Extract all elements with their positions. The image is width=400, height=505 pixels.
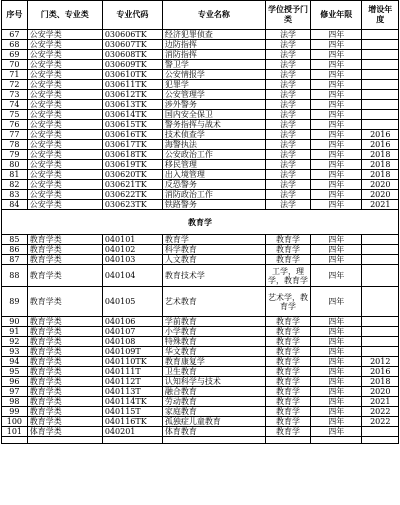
degree-cell: 法学 <box>265 120 310 130</box>
code-cell: 030617TK <box>102 140 162 150</box>
category-cell: 公安学类 <box>27 200 102 210</box>
duration-cell: 四年 <box>310 190 362 200</box>
category-cell: 教育学类 <box>27 387 102 397</box>
major-name-cell: 消防政治工作 <box>162 190 265 200</box>
year-added-cell: 2018 <box>362 150 399 160</box>
year-added-cell: 2018 <box>362 170 399 180</box>
year-added-cell: 2018 <box>362 377 399 387</box>
seq-cell: 101 <box>2 427 28 437</box>
major-name-cell: 海警执法 <box>162 140 265 150</box>
category-cell: 教育学类 <box>27 377 102 387</box>
category-cell: 教育学类 <box>27 337 102 347</box>
duration-cell: 四年 <box>310 160 362 170</box>
duration-cell: 四年 <box>310 265 362 287</box>
year-added-cell <box>362 70 399 80</box>
duration-cell: 四年 <box>310 140 362 150</box>
seq-cell: 90 <box>2 317 28 327</box>
category-cell: 教育学类 <box>27 245 102 255</box>
year-added-cell <box>362 337 399 347</box>
header-major-name: 专业名称 <box>162 1 265 30</box>
duration-cell: 四年 <box>310 357 362 367</box>
duration-cell: 四年 <box>310 417 362 427</box>
code-cell: 030613TK <box>102 100 162 110</box>
duration-cell: 四年 <box>310 70 362 80</box>
degree-cell: 法学 <box>265 90 310 100</box>
table-row <box>2 190 399 200</box>
seq-cell: 99 <box>2 407 28 417</box>
code-cell: 040112T <box>102 377 162 387</box>
degree-cell: 法学 <box>265 80 310 90</box>
category-cell: 教育学类 <box>27 407 102 417</box>
major-name-cell: 融合教育 <box>162 387 265 397</box>
section-title-row <box>2 210 399 235</box>
table-row <box>2 337 399 347</box>
degree-cell: 教育学 <box>265 235 310 245</box>
table-row <box>2 60 399 70</box>
major-name-cell: 华文教育 <box>162 347 265 357</box>
seq-cell: 96 <box>2 377 28 387</box>
major-name-cell: 国内安全保卫 <box>162 110 265 120</box>
table-row <box>2 407 399 417</box>
degree-cell: 教育学 <box>265 337 310 347</box>
duration-cell: 四年 <box>310 60 362 70</box>
degree-cell: 法学 <box>265 170 310 180</box>
category-cell: 公安学类 <box>27 190 102 200</box>
degree-cell: 工学，理学，教育学 <box>265 265 310 287</box>
seq-cell: 76 <box>2 120 28 130</box>
table-row <box>2 30 399 40</box>
major-name-cell: 艺术教育 <box>162 287 265 317</box>
table-row <box>2 70 399 80</box>
degree-cell: 教育学 <box>265 347 310 357</box>
table-row <box>2 347 399 357</box>
duration-cell: 四年 <box>310 347 362 357</box>
seq-cell: 88 <box>2 265 28 287</box>
major-name-cell: 卫生教育 <box>162 367 265 377</box>
major-name-cell: 警卫学 <box>162 60 265 70</box>
table-row <box>2 367 399 377</box>
category-cell: 公安学类 <box>27 70 102 80</box>
seq-cell: 81 <box>2 170 28 180</box>
degree-cell: 教育学 <box>265 387 310 397</box>
year-added-cell <box>362 110 399 120</box>
seq-cell: 73 <box>2 90 28 100</box>
seq-cell: 100 <box>2 417 28 427</box>
seq-cell: 67 <box>2 30 28 40</box>
category-cell: 教育学类 <box>27 347 102 357</box>
duration-cell: 四年 <box>310 180 362 190</box>
degree-cell: 教育学 <box>265 255 310 265</box>
section-education <box>2 210 399 235</box>
category-cell: 公安学类 <box>27 120 102 130</box>
duration-cell: 四年 <box>310 130 362 140</box>
major-name-cell: 特殊教育 <box>162 337 265 347</box>
code-cell: 030620TK <box>102 170 162 180</box>
code-cell: 030608TK <box>102 50 162 60</box>
code-cell: 030610TK <box>102 70 162 80</box>
table-row <box>2 317 399 327</box>
major-name-cell: 教育技术学 <box>162 265 265 287</box>
table-row <box>2 427 399 437</box>
year-added-cell <box>362 50 399 60</box>
code-cell: 040113T <box>102 387 162 397</box>
major-name-cell: 教育学 <box>162 235 265 245</box>
major-name-cell: 消防指挥 <box>162 50 265 60</box>
year-added-cell: 2020 <box>362 190 399 200</box>
year-added-cell <box>362 427 399 437</box>
year-added-cell: 2016 <box>362 367 399 377</box>
year-added-cell <box>362 80 399 90</box>
year-added-cell: 2021 <box>362 200 399 210</box>
year-added-cell: 2018 <box>362 160 399 170</box>
education-rows <box>2 235 399 437</box>
duration-cell: 四年 <box>310 120 362 130</box>
degree-cell: 法学 <box>265 130 310 140</box>
table-row <box>2 397 399 407</box>
code-cell: 030621TK <box>102 180 162 190</box>
year-added-cell: 2022 <box>362 407 399 417</box>
table-row <box>2 90 399 100</box>
seq-cell: 89 <box>2 287 28 317</box>
seq-cell: 83 <box>2 190 28 200</box>
code-cell: 040115T <box>102 407 162 417</box>
major-name-cell: 技术侦查学 <box>162 130 265 140</box>
category-cell: 教育学类 <box>27 265 102 287</box>
duration-cell: 四年 <box>310 337 362 347</box>
category-cell: 教育学类 <box>27 367 102 377</box>
category-cell: 教育学类 <box>27 287 102 317</box>
year-added-cell: 2021 <box>362 397 399 407</box>
table-row <box>2 170 399 180</box>
duration-cell: 四年 <box>310 235 362 245</box>
seq-cell: 94 <box>2 357 28 367</box>
code-cell: 040103 <box>102 255 162 265</box>
category-cell: 教育学类 <box>27 235 102 245</box>
major-name-cell: 犯罪学 <box>162 80 265 90</box>
category-cell: 公安学类 <box>27 60 102 70</box>
year-added-cell <box>362 265 399 287</box>
duration-cell: 四年 <box>310 100 362 110</box>
major-name-cell: 边防指挥 <box>162 40 265 50</box>
code-cell: 030612TK <box>102 90 162 100</box>
table-row <box>2 100 399 110</box>
major-name-cell: 公安管理学 <box>162 90 265 100</box>
seq-cell: 93 <box>2 347 28 357</box>
degree-cell: 法学 <box>265 180 310 190</box>
duration-cell: 四年 <box>310 397 362 407</box>
code-cell: 040116TK <box>102 417 162 427</box>
code-cell: 040101 <box>102 235 162 245</box>
degree-cell: 教育学 <box>265 407 310 417</box>
code-cell: 040102 <box>102 245 162 255</box>
seq-cell: 84 <box>2 200 28 210</box>
table-row <box>2 80 399 90</box>
cut-off-row <box>2 437 399 444</box>
code-cell: 030618TK <box>102 150 162 160</box>
degree-cell: 艺术学，教育学 <box>265 287 310 317</box>
seq-cell: 75 <box>2 110 28 120</box>
major-name-cell: 铁路警务 <box>162 200 265 210</box>
code-cell: 030606TK <box>102 30 162 40</box>
table-row <box>2 377 399 387</box>
degree-cell: 教育学 <box>265 317 310 327</box>
code-cell: 030622TK <box>102 190 162 200</box>
degree-cell: 教育学 <box>265 357 310 367</box>
seq-cell: 69 <box>2 50 28 60</box>
degree-cell: 法学 <box>265 160 310 170</box>
table-row <box>2 110 399 120</box>
seq-cell: 68 <box>2 40 28 50</box>
seq-cell: 82 <box>2 180 28 190</box>
table-row <box>2 255 399 265</box>
degree-cell: 法学 <box>265 50 310 60</box>
category-cell: 公安学类 <box>27 30 102 40</box>
duration-cell: 四年 <box>310 317 362 327</box>
duration-cell: 四年 <box>310 200 362 210</box>
major-name-cell: 经济犯罪侦查 <box>162 30 265 40</box>
major-name-cell: 人文教育 <box>162 255 265 265</box>
year-added-cell <box>362 327 399 337</box>
category-cell: 教育学类 <box>27 397 102 407</box>
seq-cell: 92 <box>2 337 28 347</box>
category-cell: 教育学类 <box>27 357 102 367</box>
header-duration: 修业年限 <box>310 1 362 30</box>
seq-cell: 80 <box>2 160 28 170</box>
year-added-cell <box>362 317 399 327</box>
major-catalog-table <box>1 0 399 444</box>
major-name-cell: 涉外警务 <box>162 100 265 110</box>
degree-cell: 法学 <box>265 40 310 50</box>
code-cell: 030614TK <box>102 110 162 120</box>
category-cell: 教育学类 <box>27 255 102 265</box>
major-name-cell: 出入境管理 <box>162 170 265 180</box>
code-cell: 030611TK <box>102 80 162 90</box>
category-cell: 公安学类 <box>27 130 102 140</box>
category-cell: 公安学类 <box>27 110 102 120</box>
duration-cell: 四年 <box>310 30 362 40</box>
category-cell: 公安学类 <box>27 90 102 100</box>
code-cell: 040201 <box>102 427 162 437</box>
code-cell: 030619TK <box>102 160 162 170</box>
security-rows <box>2 30 399 210</box>
duration-cell: 四年 <box>310 90 362 100</box>
degree-cell: 教育学 <box>265 367 310 377</box>
header-category: 门类、专业类 <box>27 1 102 30</box>
seq-cell: 98 <box>2 397 28 407</box>
year-added-cell: 2020 <box>362 180 399 190</box>
section-title: 教育学 <box>2 210 399 235</box>
duration-cell: 四年 <box>310 377 362 387</box>
duration-cell: 四年 <box>310 40 362 50</box>
year-added-cell <box>362 60 399 70</box>
seq-cell: 78 <box>2 140 28 150</box>
duration-cell: 四年 <box>310 255 362 265</box>
table-row <box>2 120 399 130</box>
major-name-cell: 科学教育 <box>162 245 265 255</box>
year-added-cell: 2020 <box>362 387 399 397</box>
table-row <box>2 160 399 170</box>
table-row <box>2 265 399 287</box>
year-added-cell <box>362 245 399 255</box>
degree-cell: 法学 <box>265 100 310 110</box>
seq-cell: 91 <box>2 327 28 337</box>
category-cell: 公安学类 <box>27 170 102 180</box>
table-row <box>2 140 399 150</box>
table-row <box>2 287 399 317</box>
year-added-cell <box>362 235 399 245</box>
category-cell: 公安学类 <box>27 180 102 190</box>
table-row <box>2 327 399 337</box>
duration-cell: 四年 <box>310 110 362 120</box>
seq-cell: 74 <box>2 100 28 110</box>
code-cell: 030607TK <box>102 40 162 50</box>
year-added-cell: 2012 <box>362 357 399 367</box>
degree-cell: 法学 <box>265 150 310 160</box>
degree-cell: 法学 <box>265 190 310 200</box>
major-name-cell: 公安政治工作 <box>162 150 265 160</box>
code-cell: 040110TK <box>102 357 162 367</box>
year-added-cell <box>362 40 399 50</box>
table-row <box>2 437 399 444</box>
duration-cell: 四年 <box>310 245 362 255</box>
category-cell: 教育学类 <box>27 417 102 427</box>
duration-cell: 四年 <box>310 80 362 90</box>
year-added-cell <box>362 347 399 357</box>
category-cell: 公安学类 <box>27 150 102 160</box>
category-cell: 公安学类 <box>27 80 102 90</box>
category-cell: 公安学类 <box>27 100 102 110</box>
seq-cell: 95 <box>2 367 28 377</box>
table-row <box>2 417 399 427</box>
seq-cell: 79 <box>2 150 28 160</box>
table-row <box>2 235 399 245</box>
year-added-cell: 2022 <box>362 417 399 427</box>
duration-cell: 四年 <box>310 407 362 417</box>
degree-cell: 教育学 <box>265 377 310 387</box>
code-cell: 040105 <box>102 287 162 317</box>
category-cell: 公安学类 <box>27 40 102 50</box>
duration-cell: 四年 <box>310 387 362 397</box>
header-code: 专业代码 <box>102 1 162 30</box>
code-cell: 030623TK <box>102 200 162 210</box>
degree-cell: 法学 <box>265 200 310 210</box>
table-row <box>2 357 399 367</box>
year-added-cell: 2016 <box>362 140 399 150</box>
major-name-cell: 移民管理 <box>162 160 265 170</box>
seq-cell: 72 <box>2 80 28 90</box>
degree-cell: 教育学 <box>265 245 310 255</box>
code-cell: 030609TK <box>102 60 162 70</box>
year-added-cell <box>362 287 399 317</box>
year-added-cell <box>362 120 399 130</box>
major-name-cell: 警务指挥与战术 <box>162 120 265 130</box>
code-cell: 040109T <box>102 347 162 357</box>
major-name-cell: 家庭教育 <box>162 407 265 417</box>
category-cell: 公安学类 <box>27 140 102 150</box>
degree-cell: 教育学 <box>265 427 310 437</box>
degree-cell: 教育学 <box>265 397 310 407</box>
duration-cell: 四年 <box>310 50 362 60</box>
table-header-row <box>2 1 399 30</box>
duration-cell: 四年 <box>310 427 362 437</box>
major-name-cell: 孤独症儿童教育 <box>162 417 265 427</box>
year-added-cell <box>362 255 399 265</box>
major-name-cell: 公安情报学 <box>162 70 265 80</box>
seq-cell: 86 <box>2 245 28 255</box>
table-row <box>2 245 399 255</box>
code-cell: 030616TK <box>102 130 162 140</box>
seq-cell: 77 <box>2 130 28 140</box>
table-row <box>2 150 399 160</box>
major-name-cell: 小学教育 <box>162 327 265 337</box>
seq-cell: 85 <box>2 235 28 245</box>
table-row <box>2 180 399 190</box>
seq-cell: 70 <box>2 60 28 70</box>
degree-cell: 法学 <box>265 140 310 150</box>
duration-cell: 四年 <box>310 170 362 180</box>
duration-cell: 四年 <box>310 327 362 337</box>
degree-cell: 法学 <box>265 70 310 80</box>
header-year-added: 增设年度 <box>362 1 399 30</box>
category-cell: 公安学类 <box>27 50 102 60</box>
seq-cell: 97 <box>2 387 28 397</box>
code-cell: 040107 <box>102 327 162 337</box>
major-name-cell: 体育教育 <box>162 427 265 437</box>
major-name-cell: 劳动教育 <box>162 397 265 407</box>
degree-cell: 法学 <box>265 110 310 120</box>
degree-cell: 法学 <box>265 30 310 40</box>
degree-cell: 教育学 <box>265 327 310 337</box>
table-row <box>2 40 399 50</box>
code-cell: 040108 <box>102 337 162 347</box>
major-name-cell: 学前教育 <box>162 317 265 327</box>
major-name-cell: 教育康复学 <box>162 357 265 367</box>
year-added-cell: 2016 <box>362 130 399 140</box>
major-name-cell: 认知科学与技术 <box>162 377 265 387</box>
duration-cell: 四年 <box>310 150 362 160</box>
code-cell: 040111T <box>102 367 162 377</box>
code-cell: 040114TK <box>102 397 162 407</box>
category-cell: 教育学类 <box>27 327 102 337</box>
degree-cell: 教育学 <box>265 417 310 427</box>
year-added-cell <box>362 100 399 110</box>
table-row <box>2 50 399 60</box>
duration-cell: 四年 <box>310 287 362 317</box>
seq-cell: 71 <box>2 70 28 80</box>
header-seq: 序号 <box>2 1 28 30</box>
table-row <box>2 130 399 140</box>
degree-cell: 法学 <box>265 60 310 70</box>
header-degree: 学位授予门类 <box>265 1 310 30</box>
table-row <box>2 200 399 210</box>
code-cell: 040106 <box>102 317 162 327</box>
year-added-cell <box>362 30 399 40</box>
category-cell: 公安学类 <box>27 160 102 170</box>
code-cell: 040104 <box>102 265 162 287</box>
category-cell: 教育学类 <box>27 317 102 327</box>
category-cell: 体育学类 <box>27 427 102 437</box>
seq-cell: 87 <box>2 255 28 265</box>
duration-cell: 四年 <box>310 367 362 377</box>
year-added-cell <box>362 90 399 100</box>
table-row <box>2 387 399 397</box>
code-cell: 030615TK <box>102 120 162 130</box>
major-name-cell: 反恐警务 <box>162 180 265 190</box>
